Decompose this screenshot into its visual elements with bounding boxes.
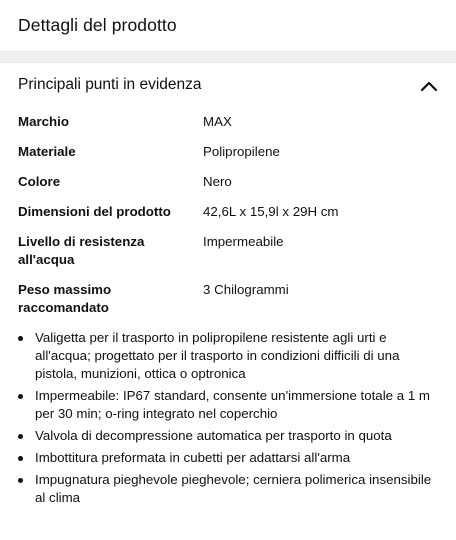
spec-key: Peso massimo raccomandato: [18, 282, 112, 315]
spec-row-dimensions: [18, 203, 438, 221]
section-divider: [0, 51, 456, 63]
spec-value: 3 Chilogrammi: [203, 282, 289, 297]
spec-row-max-weight: [18, 281, 438, 317]
spec-value: Nero: [203, 174, 232, 189]
highlights-section-header[interactable]: [0, 63, 456, 113]
list-item: [35, 387, 438, 423]
spec-value: MAX: [203, 114, 232, 129]
feature-bullets: [0, 329, 456, 507]
bullet-icon: [18, 478, 23, 483]
bullet-text: Valvola di decompressione automatica per trasporto in quota: [35, 428, 392, 443]
page-header: [0, 0, 456, 51]
bullet-icon: [18, 434, 23, 439]
spec-row-water-resistance: [18, 233, 438, 269]
spec-value: 42,6L x 15,9l x 29H cm: [203, 204, 339, 219]
spec-key: Dimensioni del prodotto: [18, 204, 171, 219]
bullet-text: Imbottitura preformata in cubetti per adattarsi all'arma: [35, 450, 351, 465]
spec-key: Colore: [18, 174, 61, 189]
list-item: [35, 427, 438, 445]
spec-key: Livello di resistenza all'acqua: [18, 234, 145, 267]
spec-row-material: [18, 143, 438, 161]
spec-key: Materiale: [18, 144, 76, 159]
spec-row-color: [18, 173, 438, 191]
bullet-text: Impugnatura pieghevole pieghevole; cerniera polimerica insensibile al clima: [35, 472, 432, 505]
spec-key: Marchio: [18, 114, 69, 129]
bullet-text: Valigetta per il trasporto in polipropilene resistente agli urti e all'acqua; progettato per il trasporto in condizioni difficili di una pistola, munizioni, ottica o optronica: [35, 330, 400, 381]
list-item: [35, 471, 438, 507]
specs-table: [18, 113, 438, 317]
spec-value: Impermeabile: [203, 234, 284, 249]
bullet-icon: [18, 456, 23, 461]
list-item: [35, 329, 438, 383]
bullet-icon: [18, 394, 23, 399]
bullet-text: Impermeabile: IP67 standard, consente un'immersione totale a 1 m per 30 min; o-ring integrato nel coperchio: [35, 388, 431, 421]
list-item: [35, 449, 438, 467]
spec-value: Polipropilene: [203, 144, 280, 159]
bullet-icon: [18, 336, 23, 341]
spec-row-brand: [18, 113, 438, 131]
page-title: Dettagli del prodotto: [18, 15, 177, 35]
highlights-title: Principali punti in evidenza: [18, 76, 202, 93]
chevron-up-icon[interactable]: [420, 79, 438, 93]
